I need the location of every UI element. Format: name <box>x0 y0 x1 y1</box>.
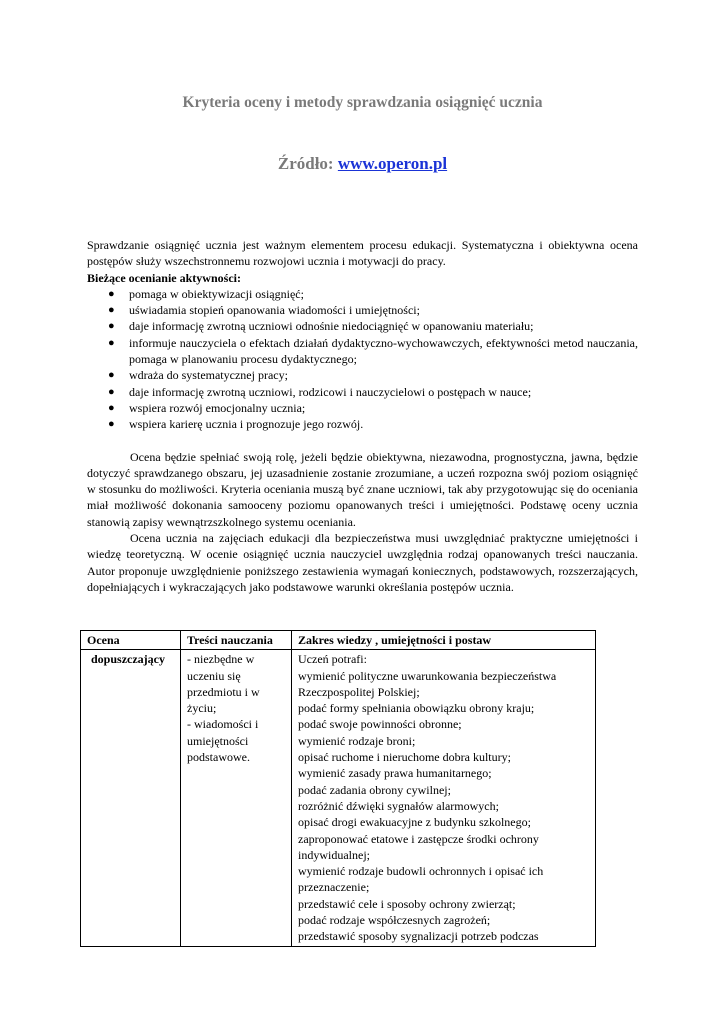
scope-line: opisać drogi ewakuacyjne z budynku szkolnego; <box>298 815 531 830</box>
document-title: Kryteria oceny i metody sprawdzania osiągnięć ucznia <box>182 94 543 111</box>
list-item: ● wspiera rozwój emocjonalny ucznia; <box>108 400 306 415</box>
list-item: ● wdraża do systematycznej pracy; <box>108 368 288 383</box>
bullet-icon: ● <box>108 418 115 431</box>
header-scope: Zakres wiedzy , umiejętności i postaw <box>292 631 596 650</box>
scope-line: indywidualnej; <box>298 847 370 862</box>
content-line: - niezbędne w <box>187 652 255 667</box>
scope-line: wymienić polityczne uwarunkowania bezpieczeństwa <box>298 668 557 683</box>
intro-paragraph: Sprawdzanie osiągnięć ucznia jest ważnym elementem procesu edukacji. Systematyczna i obiektywna ocena postępów służy wszechstronnemu rozwojowi ucznia i motywacji do pracy. <box>87 238 638 269</box>
content-line: życiu; <box>187 701 217 716</box>
source-link[interactable]: www.operon.pl <box>337 154 448 173</box>
list-item: ● wspiera karierę ucznia i prognozuje jego rozwój. <box>108 417 364 432</box>
content-line: - wiadomości i <box>187 717 259 732</box>
scope-line: przedstawić sposoby sygnalizacji potrzeb podczas <box>298 929 539 944</box>
paragraph-evaluation-criteria: Ocena ucznia na zajęciach edukacji dla bezpieczeństwa musi uwzględniać praktyczne umiejętności i wiedzę teoretyczną. W ocenie osiągnięć ucznia nauczyciel uwzględnia rodzaj opanowanych treści nauczania. Autor proponuje uwzględnienie poniższego zestawienia wymagań koniecznych, podstawowych, rozszerzających, dopełniających i wykraczających jako podstawowe warunki określania postępów ucznia. <box>87 531 638 594</box>
paragraph-evaluation-role: Ocena będzie spełniać swoją rolę, jeżeli będzie obiektywna, niezawodna, prognostyczna, jawna, będzie dotyczyć sprawdzanego obszaru, jej uzasadnienie zostanie zrozumiane, a uczeń rozpozna swój poziom osiągnięć w stosunku do możliwości. Kryteria oceniania muszą być znane uczniowi, tak aby przygotowując się do oceniania miał możliwość dokonania samooceny poziomu opanowanych treści i umiejętności. Podstawę oceny ucznia stanowią zapisy wewnątrzszkolnego systemu oceniania. <box>87 449 638 529</box>
bullet-list <box>87 286 638 433</box>
scope-line: wymienić rodzaje budowli ochronnych i opisać ich <box>298 864 544 879</box>
bullet-icon: ● <box>108 320 115 333</box>
scope-line: podać zadania obrony cywilnej; <box>298 782 451 797</box>
scope-line: przeznaczenie; <box>298 880 370 895</box>
scope-line: Rzeczpospolitej Polskiej; <box>298 684 420 699</box>
scope-line: przedstawić cele i sposoby ochrony zwierząt; <box>298 896 516 911</box>
requirements-table <box>80 630 596 947</box>
bullet-icon: ● <box>108 287 115 300</box>
content-line: przedmiotu i w <box>187 684 260 699</box>
scope-line: opisać ruchome i nieruchome dobra kultury; <box>298 750 511 765</box>
scope-line: Uczeń potrafi: <box>298 652 367 667</box>
grade-cell <box>81 650 181 946</box>
scope-line: rozróżnić dźwięki sygnałów alarmowych; <box>298 798 499 813</box>
bullet-icon: ● <box>108 304 115 317</box>
content-line: podstawowe. <box>187 750 250 765</box>
scope-line: podać formy spełniania obowiązku obrony kraju; <box>298 701 535 716</box>
section-heading: Bieżące ocenianie aktywności: <box>87 270 241 285</box>
list-item: ● uświadamia stopień opanowania wiadomości i umiejętności; <box>108 303 420 318</box>
bullet-icon: ● <box>108 336 115 349</box>
bullet-icon: ● <box>108 401 115 414</box>
scope-line: podać swoje powinności obronne; <box>298 717 462 732</box>
list-item: ● informuje nauczyciela o efektach działań dydaktyczno-wychowawczych, efektywności metod nauczania, pomaga w planowaniu procesu dydaktycznego; <box>108 335 638 367</box>
header-grade: Ocena <box>81 631 181 650</box>
content-line: umiejętności <box>187 733 249 748</box>
list-item: ● daje informację zwrotną uczniowi, rodzicowi i nauczycielowi o postępach w nauce; <box>108 384 532 399</box>
scope-line: wymienić rodzaje broni; <box>298 733 416 748</box>
grade-label: dopuszczający <box>91 652 165 667</box>
content-cell <box>181 650 292 946</box>
header-content: Treści nauczania <box>181 631 292 650</box>
table-header-row <box>81 631 596 650</box>
source-line <box>0 154 725 174</box>
scope-line: podać rodzaje współczesnych zagrożeń; <box>298 913 491 928</box>
source-label: Źródło: <box>277 154 334 173</box>
bullet-icon: ● <box>108 369 115 382</box>
list-item: ● daje informację zwrotną uczniowi odnośnie niedociągnięć w opanowaniu materiału; <box>108 319 534 334</box>
table-row <box>81 650 596 946</box>
scope-cell <box>292 650 596 946</box>
list-item: ● pomaga w obiektywizacji osiągnięć; <box>108 286 304 301</box>
content-line: uczeniu się <box>187 668 241 683</box>
bullet-icon: ● <box>108 385 115 398</box>
document-body <box>87 237 638 595</box>
scope-line: zaproponować etatowe i zastępcze środki ochrony <box>298 831 539 846</box>
scope-line: wymienić zasady prawa humanitarnego; <box>298 766 492 781</box>
